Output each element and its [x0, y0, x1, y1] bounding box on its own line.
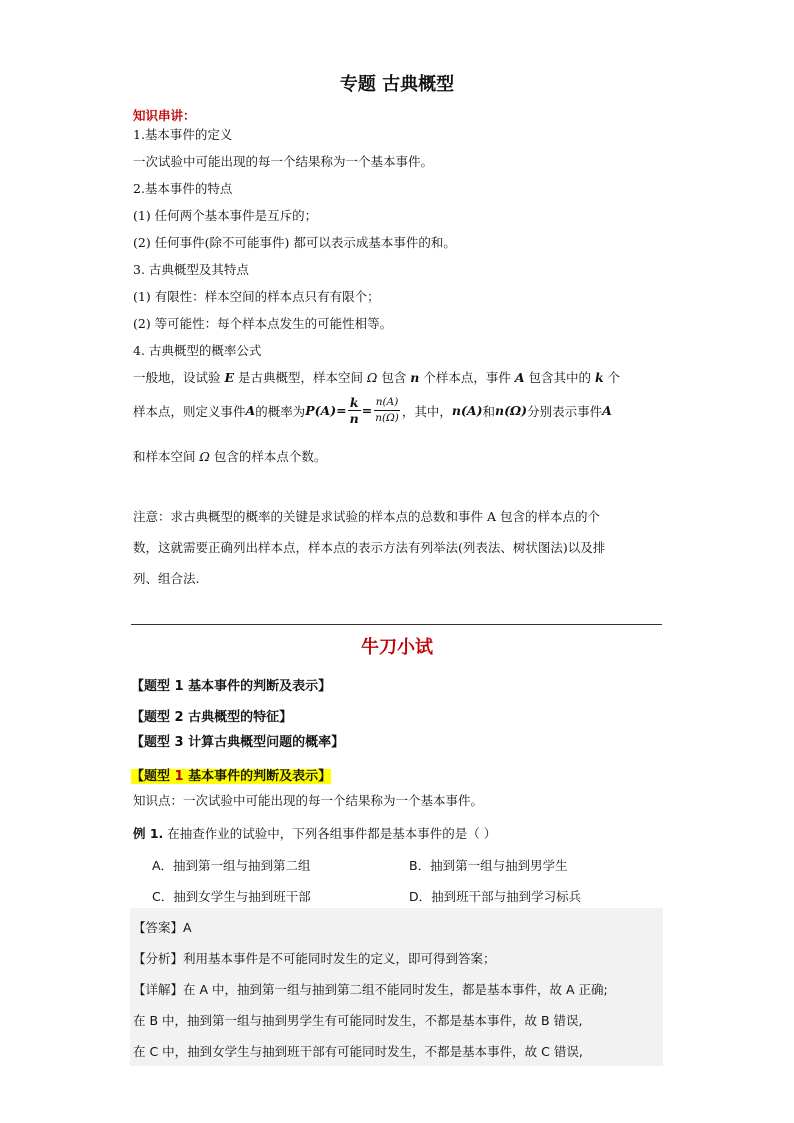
practice-title: 牛刀小试 [361, 637, 433, 658]
question-type-2: 【题型 2 古典概型的特征】 [131, 710, 293, 725]
section-2-heading: 2.基本事件的特点 [133, 181, 233, 196]
knowledge-label: 知识串讲： [133, 108, 196, 123]
section-1-heading: 1.基本事件的定义 [133, 127, 233, 142]
section-2-point-1: (1) 任何两个基本事件是互斥的； [133, 208, 318, 223]
note-line-3: 列、组合法. [133, 571, 200, 586]
fraction-nA-over-nOmega: $\frac{n(A)}{n(\Omega)}$ [375, 396, 399, 424]
section-3-point-1: (1) 有限性：样本空间的样本点只有有限个； [133, 289, 380, 304]
section-3-point-2: (2) 等可能性：每个样本点发生的可能性相等。 [133, 316, 393, 331]
section-4-line-3: 和样本空间 Ω 包含的样本点个数。 [133, 449, 327, 464]
example-question: 例 1. 在抽查作业的试验中，下列各组事件都是基本事件的是（ ） [133, 826, 497, 841]
option-d: D．抽到班干部与抽到学习标兵 [409, 889, 582, 904]
option-b: B．抽到第一组与抽到男学生 [409, 858, 568, 873]
question-type-1: 【题型 1 基本事件的判断及表示】 [131, 679, 332, 694]
knowledge-point: 知识点：一次试验中可能出现的每一个结果称为一个基本事件。 [133, 793, 484, 808]
section-2-point-2: (2) 任何事件(除不可能事件) 都可以表示成基本事件的和。 [133, 235, 456, 250]
highlighted-question-type: 【题型 1 基本事件的判断及表示】 [131, 769, 332, 784]
section-divider [131, 624, 662, 625]
detail-line-1: 【详解】在 A 中，抽到第一组与抽到第二组不能同时发生，都是基本事件，故 A 正确; [133, 982, 608, 997]
fraction-k-over-n: $\frac{k}{n}$ [349, 395, 359, 426]
option-c: C．抽到女学生与抽到班干部 [152, 889, 311, 904]
question-type-3: 【题型 3 计算古典概型问题的概率】 [131, 735, 345, 750]
page-title: 专题 古典概型 [339, 74, 455, 95]
answer-line: 【答案】A [133, 920, 192, 935]
section-4-heading: 4. 古典概型的概率公式 [133, 343, 262, 358]
section-4-line-2: 样本点，则定义事件 A 的概率为 P(A)= $\frac{k}{n}$ = $\frac{n(A)}{n(\Omega)}$ ，其中， n(A) 和 n(Ω) 分别表示事件 A [133, 395, 612, 426]
detail-line-2: 在 B 中，抽到第一组与抽到男学生有可能同时发生，不都是基本事件，故 B 错误, [133, 1013, 583, 1028]
probability-expression: P(A)= [305, 403, 347, 418]
option-a: A．抽到第一组与抽到第二组 [152, 858, 311, 873]
detail-line-3: 在 C 中，抽到女学生与抽到班干部有可能同时发生，不都是基本事件，故 C 错误, [133, 1044, 583, 1059]
section-3-heading: 3. 古典概型及其特点 [133, 262, 249, 277]
section-4-line-1: 一般地，设试验 E 是古典概型，样本空间 Ω 包含 n 个样本点，事件 A 包含其中的 k 个 [133, 370, 621, 385]
note-line-2: 数，这就需要正确列出样本点，样本点的表示方法有列举法(列表法、树状图法)以及排 [133, 540, 606, 555]
section-1-body: 一次试验中可能出现的每一个结果称为一个基本事件。 [133, 154, 434, 169]
analysis-line: 【分析】利用基本事件是不可能同时发生的定义，即可得到答案； [133, 951, 496, 966]
note-line-1: 注意：求古典概型的概率的关键是求试验的样本点的总数和事件 A 包含的样本点的个 [133, 509, 600, 524]
